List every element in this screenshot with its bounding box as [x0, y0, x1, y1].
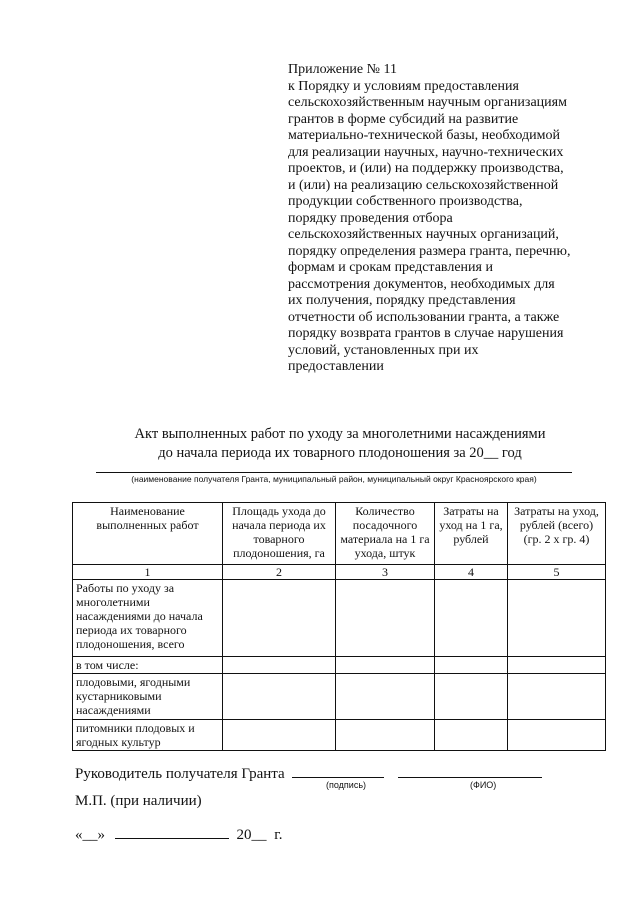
- appendix-line: сельскохозяйственным научным организациям: [288, 95, 567, 110]
- table-cell-input[interactable]: [336, 580, 435, 657]
- appendix-line: отчетности об использовании гранта, а также: [288, 309, 560, 325]
- table-row: [73, 657, 606, 674]
- date-suffix: г.: [274, 827, 283, 843]
- header-total-cost: Затраты на уход, рублей (всего) (гр. 2 х гр. 4): [508, 503, 606, 565]
- column-number: 3: [336, 565, 435, 580]
- header-work-name: Наименование выполненных работ: [73, 503, 223, 565]
- table-cell-input[interactable]: [223, 657, 336, 674]
- row-label-total: Работы по уходу за многолетними насаждениями до начала периода их товарного плодоношения, всего: [73, 580, 223, 657]
- appendix-line: порядку определения размера гранта, перечню,: [288, 243, 571, 259]
- document-title-line1: Акт выполненных работ по уходу за многолетними насаждениями: [134, 426, 546, 442]
- recipient-name-line[interactable]: [96, 472, 572, 473]
- table-cell-input[interactable]: [508, 720, 606, 751]
- table-row: [73, 674, 606, 720]
- appendix-line: и (или) на реализацию сельскохозяйственной: [288, 177, 559, 193]
- date-row: [75, 824, 282, 844]
- table-row: [73, 580, 606, 657]
- recipient-caption: (наименование получателя Гранта, муниципальный район, муниципальный округ Красноярского края): [131, 474, 537, 484]
- column-number: 1: [73, 565, 223, 580]
- signature-label: Руководитель получателя Гранта: [75, 766, 285, 782]
- header-area: Площадь ухода до начала периода их товарного плодоношения, га: [223, 503, 336, 565]
- table-cell-input[interactable]: [508, 580, 606, 657]
- row-label-nurseries: питомники плодовых и ягодных культур: [73, 720, 223, 751]
- appendix-line: сельскохозяйственных научных организаций,: [288, 227, 559, 242]
- column-number: 4: [435, 565, 508, 580]
- column-number: 2: [223, 565, 336, 580]
- table-cell-input[interactable]: [508, 657, 606, 674]
- date-year[interactable]: 20__: [236, 827, 267, 843]
- table-header-row: [73, 503, 606, 565]
- table-cell-input[interactable]: [435, 674, 508, 720]
- stamp-label: М.П. (при наличии): [75, 793, 202, 809]
- appendix-line: предоставлении: [288, 359, 384, 374]
- header-cost-per-ha: Затраты на уход на 1 га, рублей: [435, 503, 508, 565]
- appendix-line: рассмотрения документов, необходимых для: [288, 276, 555, 292]
- table-cell-input[interactable]: [223, 674, 336, 720]
- full-name-caption: (ФИО): [470, 780, 497, 790]
- row-label-including: в том числе:: [73, 657, 223, 674]
- appendix-line: материально-технической базы, необходимой: [288, 128, 560, 143]
- table-column-numbers-row: [73, 565, 606, 580]
- header-planting-material: Количество посадочного материала на 1 га ухода, штук: [336, 503, 435, 565]
- table-cell-input[interactable]: [336, 720, 435, 751]
- appendix-line: Приложение № 11: [288, 62, 397, 77]
- table-cell-input[interactable]: [223, 720, 336, 751]
- row-label-fruit-berry: плодовыми, ягодными кустарниковыми насаждениями: [73, 674, 223, 720]
- column-number: 5: [508, 565, 606, 580]
- appendix-line: порядку проведения отбора: [288, 210, 453, 226]
- appendix-line: к Порядку и условиям предоставления: [288, 78, 519, 94]
- table-cell-input[interactable]: [435, 657, 508, 674]
- appendix-line: формам и срокам представления и: [288, 260, 493, 275]
- date-day[interactable]: «__»: [75, 827, 105, 843]
- table-cell-input[interactable]: [336, 657, 435, 674]
- table-cell-input[interactable]: [336, 674, 435, 720]
- appendix-line: проектов, и (или) на поддержку производства,: [288, 161, 564, 176]
- table-cell-input[interactable]: [223, 580, 336, 657]
- full-name-field[interactable]: [398, 763, 542, 778]
- appendix-line: продукции собственного производства,: [288, 194, 523, 209]
- works-table: [72, 502, 606, 751]
- appendix-line: грантов в форме субсидий на развитие: [288, 111, 519, 127]
- table-row: [73, 720, 606, 751]
- table-cell-input[interactable]: [508, 674, 606, 720]
- signature-field[interactable]: [292, 763, 384, 778]
- appendix-line: для реализации научных, научно-технических: [288, 144, 564, 160]
- appendix-line: их получения, порядку представления: [288, 293, 516, 308]
- date-month-field[interactable]: [115, 824, 229, 839]
- table-cell-input[interactable]: [435, 580, 508, 657]
- appendix-line: порядку возврата грантов в случае нарушения: [288, 326, 564, 341]
- document-title-line2: до начала периода их товарного плодоношения за 20__ год: [158, 445, 522, 461]
- table-cell-input[interactable]: [435, 720, 508, 751]
- signature-caption: (подпись): [326, 780, 367, 790]
- appendix-header: [288, 62, 608, 376]
- appendix-line: условий, установленных при их: [288, 342, 479, 358]
